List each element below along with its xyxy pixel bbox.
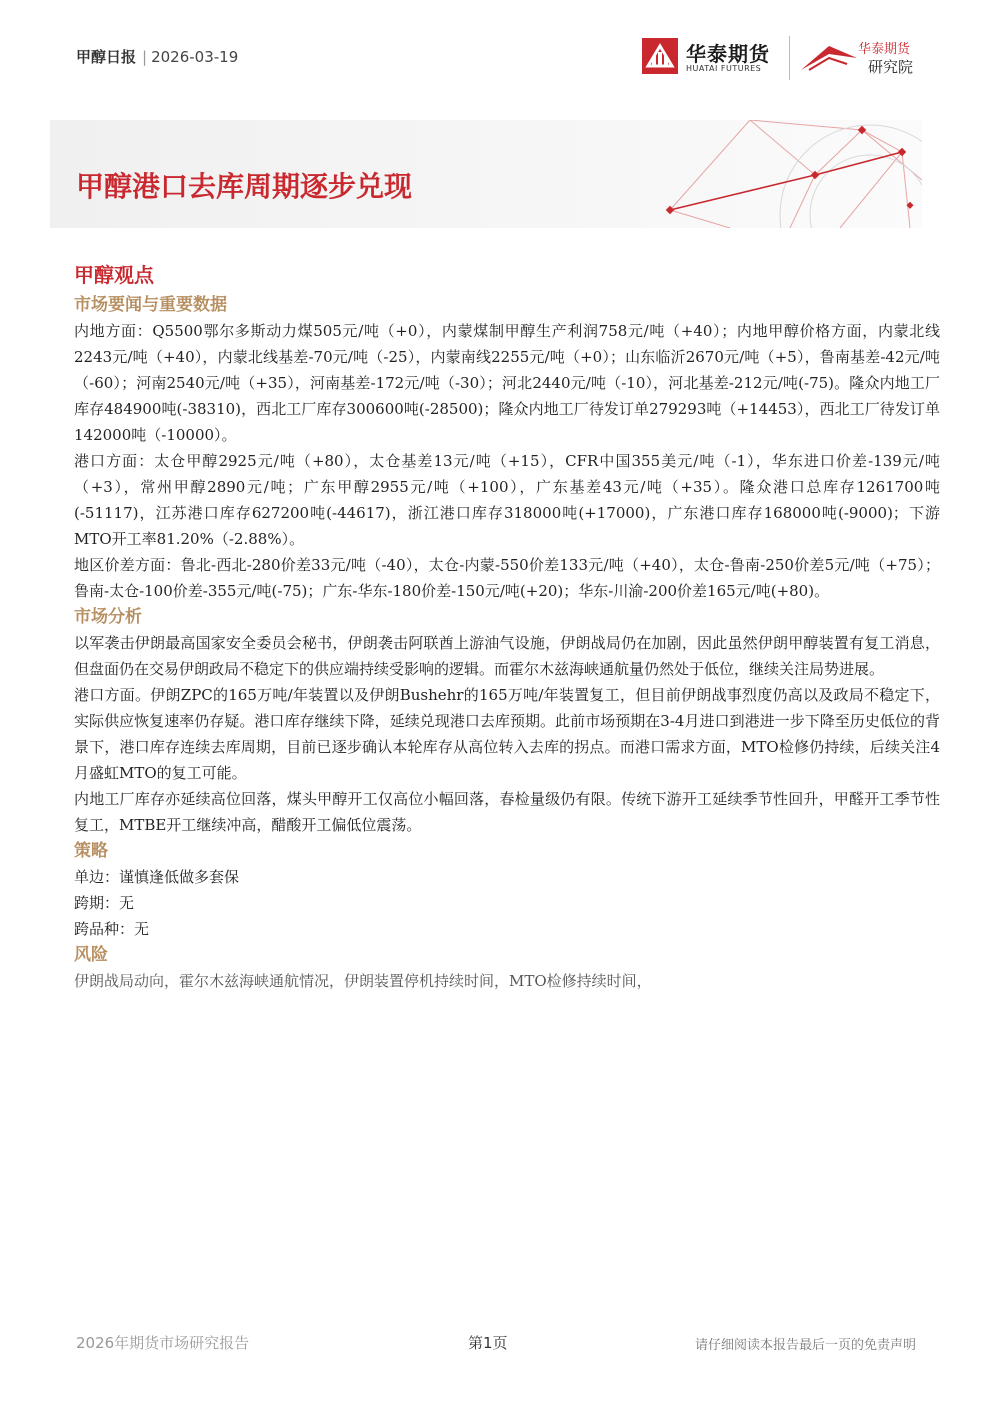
footer-report-label: 2026年期货市场研究报告 xyxy=(76,1334,250,1352)
meta-divider: | xyxy=(142,48,148,66)
analysis-paragraph-1: 以军袭击伊朗最高国家安全委员会秘书，伊朗袭击阿联酋上游油气设施，伊朗战局仍在加剧，因此虽然伊朗甲醇装置有复工消息，但盘面仍在交易伊朗政局不稳定下的供应端持续受影响的逻辑。而霍尔木兹海峡通航量仍然处于低位，继续关注局势进展。 xyxy=(74,634,940,678)
huatai-logo-icon xyxy=(642,38,678,74)
page-header xyxy=(0,0,992,90)
institute-logo-icon xyxy=(799,40,859,74)
strategy-single: 单边：谨慎逢低做多套保 xyxy=(74,868,240,886)
main-content xyxy=(74,258,940,994)
company-logo xyxy=(642,36,922,80)
regional-spread-paragraph: 地区价差方面：鲁北-西北-280价差33元/吨（-40），太仓-内蒙-550价差133元/吨（+40），太仓-鲁南-250价差5元/吨（+75）；鲁南-太仓-100价差-355元/吨(-75)；广东-华东-180价差-150元/吨(+20)；华东-川渝-200价差165元/吨(+80)。 xyxy=(74,556,940,600)
logo-divider xyxy=(789,36,790,80)
strategy-cross: 跨品种：无 xyxy=(74,920,150,938)
logo-name-en: HUATAI FUTURES xyxy=(686,64,762,73)
institute-name-line2: 研究院 xyxy=(868,58,914,76)
inland-paragraph: 内地方面：Q5500鄂尔多斯动力煤505元/吨（+0），内蒙煤制甲醇生产利润758元/吨（+40）；内地甲醇价格方面，内蒙北线2243元/吨（+40），内蒙北线基差-70元/吨（-25），内蒙南线2255元/吨（+0）；山东临沂2670元/吨（+5），鲁南基差-42元/吨（-60）；河南2540元/吨（+35），河南基差-172元/吨（-30）；河北2440元/吨（-10），河北基差-212元/吨(-75)。隆众内地工厂库存484900吨(-38310)，西北工厂库存300600吨(-28500)；隆众内地工厂待发订单279293吨（+14453），西北工厂待发订单142000吨（-10000）。 xyxy=(74,322,940,444)
risk-heading: 风险 xyxy=(74,945,108,965)
title-banner xyxy=(50,120,922,228)
strategy-spread: 跨期：无 xyxy=(74,894,135,912)
logo-name-cn: 华泰期货 xyxy=(686,42,770,66)
disclaimer-note: 请仔细阅读本报告最后一页的免责声明 xyxy=(694,1338,916,1353)
report-date: 2026-03-19 xyxy=(151,48,239,66)
strategy-heading: 策略 xyxy=(74,841,108,861)
market-news-heading: 市场要闻与重要数据 xyxy=(74,295,227,315)
institute-name-line1: 华泰期货 xyxy=(858,42,911,57)
network-graphic xyxy=(640,120,922,228)
report-type: 甲醇日报 xyxy=(76,48,137,66)
analysis-paragraph-3: 内地工厂库存亦延续高位回落，煤头甲醇开工仅高位小幅回落，春检量级仍有限。传统下游开工延续季节性回升，甲醛开工季节性复工，MTBE开工继续冲高，醋酸开工偏低位震荡。 xyxy=(74,790,940,834)
report-meta xyxy=(76,46,238,67)
page-footer xyxy=(0,1328,992,1368)
view-heading: 甲醇观点 xyxy=(74,263,154,287)
port-paragraph: 港口方面：太仓甲醇2925元/吨（+80），太仓基差13元/吨（+15），CFR中国355美元/吨（-1），华东进口价差-139元/吨（+3），常州甲醇2890元/吨；广东甲醇2955元/吨（+100），广东基差43元/吨（+35）。隆众港口总库存1261700吨(-51117)，江苏港口库存627200吨(-44617)，浙江港口库存318000吨(+17000)，广东港口库存168000吨(-9000)；下游MTO开工率81.20%（-2.88%）。 xyxy=(74,452,940,548)
report-title: 甲醇港口去库周期逐步兑现 xyxy=(76,170,413,203)
page-number: 第1页 xyxy=(468,1334,508,1352)
analysis-paragraph-2: 港口方面。伊朗ZPC的165万吨/年装置以及伊朗Bushehr的165万吨/年装置复工，但目前伊朗战事烈度仍高以及政局不稳定下，实际供应恢复速率仍存疑。港口库存继续下降，延续兑现港口去库预期。此前市场预期在3-4月进口到港进一步下降至历史低位的背景下，港口库存连续去库周期，目前已逐步确认本轮库存从高位转入去库的拐点。而港口需求方面，MTO检修仍持续，后续关注4月盛虹MTO的复工可能。 xyxy=(74,686,940,782)
risk-paragraph: 伊朗战局动向，霍尔木兹海峡通航情况，伊朗装置停机持续时间，MTO检修持续时间， xyxy=(74,972,652,990)
analysis-heading: 市场分析 xyxy=(74,607,142,627)
